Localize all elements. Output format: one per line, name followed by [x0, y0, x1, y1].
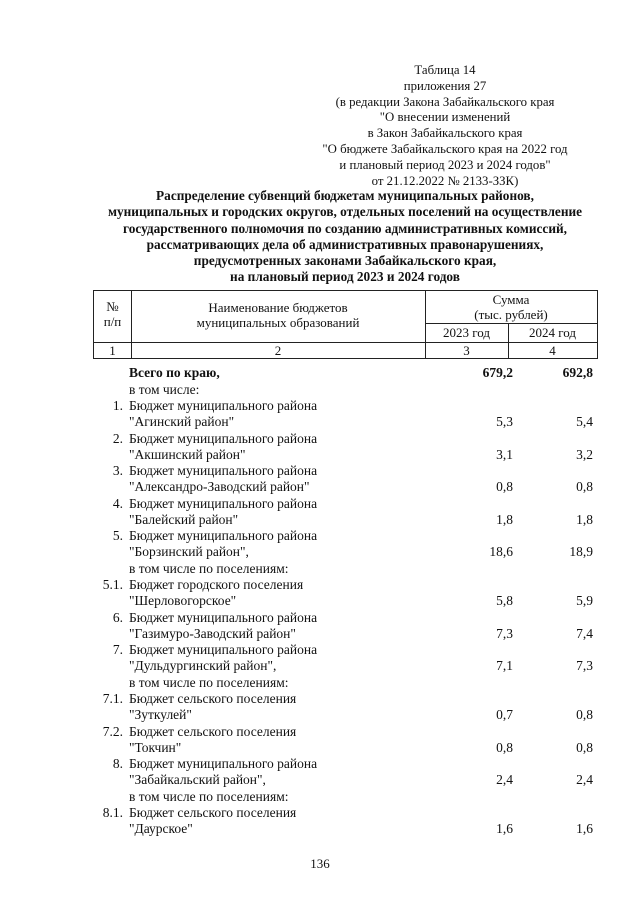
row-name: Бюджет городского поселения "Шерловогорское" — [129, 577, 304, 608]
header-col2: 2 — [274, 343, 282, 358]
document-title — [80, 188, 610, 286]
row-name: Бюджет муниципального района "Дульдургинский район", — [129, 642, 318, 673]
row-number: 5.1. — [102, 577, 123, 592]
row-name: Всего по краю, — [129, 365, 220, 380]
value-2023: 0,8 — [496, 479, 513, 494]
table-row — [93, 382, 598, 399]
title-line: Распределение субвенций бюджетам муниципальных районов, — [156, 188, 534, 203]
row-number: 1. — [112, 398, 123, 413]
row-number: 4. — [112, 495, 123, 511]
row-number: 6. — [112, 609, 123, 625]
page-number: 136 — [310, 856, 330, 871]
title-line: предусмотренных законами Забайкальского края, — [193, 253, 497, 269]
row-name: в том числе по поселениям: — [129, 674, 289, 690]
table-row — [93, 610, 598, 643]
header-line: приложения 27 — [403, 78, 487, 93]
table-row — [93, 496, 598, 529]
table-row — [93, 756, 598, 789]
value-2023: 5,8 — [496, 593, 513, 608]
table-row — [93, 398, 598, 431]
header-line: в Закон Забайкальского края — [367, 126, 523, 141]
value-2023: 1,8 — [496, 511, 513, 527]
header-col3: 3 — [463, 343, 470, 358]
header-sum: Сумма (тыс. рублей) — [474, 292, 548, 322]
row-name: Бюджет сельского поселения "Зуткулей" — [129, 691, 297, 722]
value-2023: 3,1 — [496, 446, 513, 462]
table-row — [93, 463, 598, 496]
value-2024: 2,4 — [576, 772, 593, 787]
value-2024: 0,8 — [576, 739, 593, 755]
title-line: на плановый период 2023 и 2024 годов — [230, 269, 460, 285]
header-line: Таблица 14 — [414, 63, 476, 77]
row-name: Бюджет муниципального района "Забайкальский район", — [129, 756, 318, 787]
row-name: в том числе: — [129, 381, 200, 397]
value-2024: 5,9 — [576, 593, 593, 608]
value-2024: 5,4 — [576, 414, 593, 429]
row-name: Бюджет муниципального района "Газимуро-Заводский район" — [129, 609, 318, 641]
value-2024: 1,6 — [576, 821, 593, 836]
header-line: "О внесении изменений — [379, 110, 511, 125]
row-number: 8.1. — [102, 805, 123, 820]
row-name: Бюджет муниципального района "Акшинский район" — [129, 430, 318, 462]
table-row — [93, 431, 598, 464]
value-2023: 5,3 — [496, 414, 513, 429]
table-row — [93, 642, 598, 675]
value-2024: 0,8 — [576, 707, 593, 722]
table-row — [93, 528, 598, 561]
header-2023: 2023 год — [443, 325, 490, 340]
row-number: 2. — [112, 430, 123, 446]
value-2023: 1,6 — [496, 821, 513, 836]
row-name: Бюджет сельского поселения "Токчин" — [129, 723, 297, 755]
row-name: Бюджет сельского поселения "Даурское" — [129, 805, 297, 836]
title-line: рассматривающих дела об административных правонарушениях, — [146, 236, 544, 252]
header-line: "О бюджете Забайкальского края на 2022 год — [322, 141, 568, 156]
row-name: в том числе по поселениям: — [129, 560, 289, 576]
table-row — [93, 805, 598, 838]
value-2023: 7,3 — [496, 625, 513, 641]
value-2024: 18,9 — [569, 544, 593, 559]
value-2024: 7,3 — [576, 658, 593, 673]
header-line: и плановый период 2023 и 2024 годов" — [339, 157, 551, 172]
header-num: № п/п — [103, 299, 122, 329]
document-header — [300, 63, 590, 189]
row-number: 7.2. — [102, 723, 123, 739]
header-line: от 21.12.2022 № 2133-ЗЗК) — [371, 173, 519, 188]
table-row — [93, 789, 598, 806]
title-line: государственного полномочия по созданию административных комиссий, — [123, 220, 567, 236]
row-name: Бюджет муниципального района "Борзинский район", — [129, 528, 318, 559]
row-number: 8. — [112, 756, 123, 771]
value-2023: 679,2 — [482, 365, 513, 380]
header-col1: 1 — [109, 343, 116, 358]
table-body — [93, 365, 598, 838]
header-2024: 2024 год — [529, 325, 576, 340]
header-name: Наименование бюджетов муниципальных образований — [196, 300, 360, 330]
value-2024: 1,8 — [576, 511, 593, 527]
value-2024: 692,8 — [562, 365, 593, 380]
row-name: Бюджет муниципального района "Александро-Заводский район" — [129, 463, 318, 494]
table-row — [93, 724, 598, 757]
row-number: 7.1. — [102, 691, 123, 706]
table-row — [93, 365, 598, 382]
title-line: муниципальных и городских округов, отдельных поселений на осуществление — [107, 204, 583, 220]
value-2024: 3,2 — [576, 446, 593, 462]
value-2023: 0,8 — [496, 739, 513, 755]
value-2023: 18,6 — [489, 544, 513, 559]
row-name: Бюджет муниципального района "Балейский район" — [129, 495, 318, 527]
table-row — [93, 577, 598, 610]
header-col4: 4 — [549, 343, 556, 358]
table-row — [93, 561, 598, 578]
row-name: Бюджет муниципального района "Агинский район" — [129, 398, 318, 429]
row-number: 7. — [112, 642, 123, 657]
row-name: в том числе по поселениям: — [129, 788, 289, 804]
table-row — [93, 675, 598, 692]
row-number: 3. — [112, 463, 123, 478]
header-line: (в редакции Закона Забайкальского края — [335, 94, 555, 109]
value-2023: 2,4 — [496, 772, 513, 787]
value-2023: 0,7 — [496, 707, 513, 722]
table-row — [93, 691, 598, 724]
value-2024: 0,8 — [576, 479, 593, 494]
row-divider — [425, 323, 597, 324]
value-2023: 7,1 — [496, 658, 513, 673]
value-2024: 7,4 — [576, 625, 593, 641]
table-header — [93, 290, 598, 359]
row-number: 5. — [112, 528, 123, 543]
